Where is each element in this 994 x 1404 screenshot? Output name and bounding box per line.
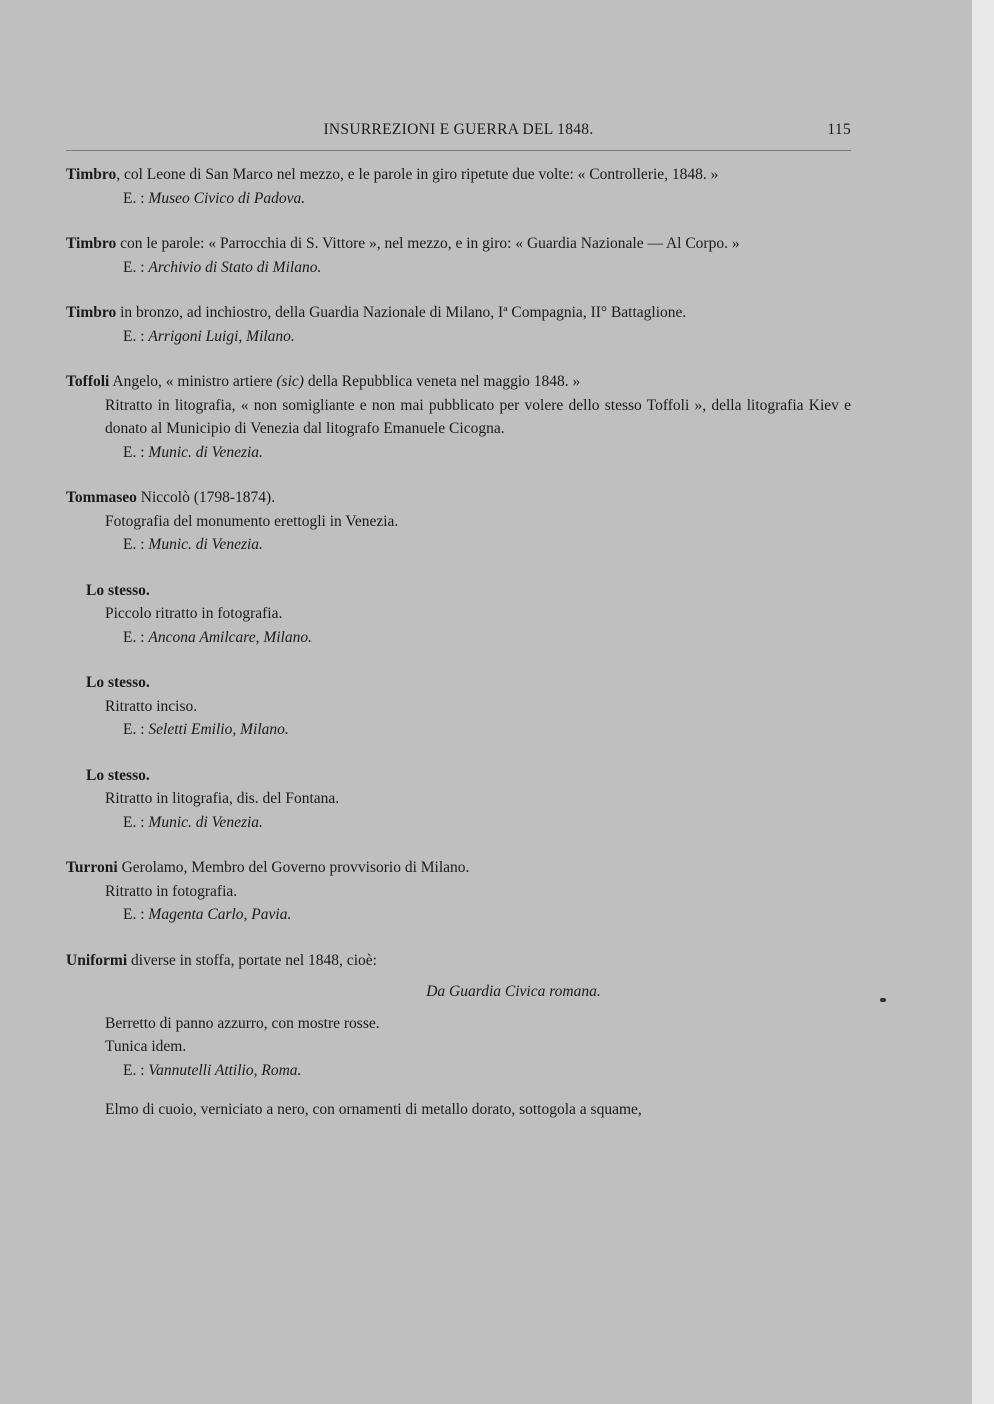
entry-headword: Timbro xyxy=(66,166,117,183)
source-name: Seletti Emilio, Milano. xyxy=(148,721,289,738)
source-label: E. : xyxy=(123,258,145,276)
entry-subheading: Da Guardia Civica romana. xyxy=(426,983,601,1000)
source-name: Arrigoni Luigi, Milano. xyxy=(148,327,295,345)
page-content xyxy=(66,116,851,1144)
entry-headword: Lo stesso. xyxy=(86,674,150,691)
running-title: INSURREZIONI E GUERRA DEL 1848. xyxy=(323,121,594,138)
entry-text: , col Leone di San Marco nel mezzo, e le parole in giro ripetute due volte: « Controllerie, 1848. » xyxy=(116,166,719,183)
entry-source xyxy=(66,533,851,557)
entry-text: Angelo, « ministro artiere xyxy=(109,373,277,390)
source-name: Munic. di Venezia. xyxy=(148,536,263,553)
entry-heading-line xyxy=(66,301,851,325)
entry-heading-line xyxy=(66,764,851,788)
source-label: E. : xyxy=(123,813,145,831)
source-name: Archivio di Stato di Milano. xyxy=(148,258,322,276)
entry-text: in bronzo, ad inchiostro, della Guardia Nazionale di Milano, Iª Compagnia, II° Battaglione. xyxy=(116,304,687,321)
entry-detail: Ritratto inciso. xyxy=(105,697,198,715)
entry-headword: Lo stesso. xyxy=(86,766,150,784)
running-header xyxy=(66,116,851,142)
entry-headword: Turroni xyxy=(66,859,118,876)
source-name: Munic. di Venezia. xyxy=(148,813,263,831)
entry-heading-line xyxy=(66,671,851,695)
catalog-entry xyxy=(66,301,851,348)
catalog-entry xyxy=(66,764,851,835)
entry-detail: Ritratto in litografia, dis. del Fontana. xyxy=(105,790,340,807)
entry-source xyxy=(66,811,851,835)
entry-heading-line xyxy=(66,579,851,603)
entry-source xyxy=(66,626,851,650)
entry-source xyxy=(66,441,851,465)
entry-headword: Timbro xyxy=(66,235,117,252)
entry-heading-line xyxy=(66,949,851,973)
entry-heading-line xyxy=(66,856,851,880)
catalog-entry xyxy=(66,579,851,650)
entry-detail: Ritratto in litografia, « non somigliante e non mai pubblicato per volere dello stesso Toffoli », della litografia Kiev e donato al Municipio di Venezia dal litografo Emanuele Cicogna. xyxy=(105,396,851,437)
catalog-entry xyxy=(66,486,851,557)
catalog-entry xyxy=(66,232,851,279)
entry-headword: Lo stesso. xyxy=(86,581,150,599)
catalog-entry xyxy=(66,949,851,1122)
entry-source xyxy=(66,325,851,349)
source-label: E. : xyxy=(123,327,145,345)
source-label: E. : xyxy=(123,536,145,553)
source-name: Vannutelli Attilio, Roma. xyxy=(148,1061,302,1079)
source-name: Munic. di Venezia. xyxy=(148,443,263,461)
entry-headword: Tommaseo xyxy=(66,489,137,506)
entry-headword: Toffoli xyxy=(66,373,110,390)
entry-detail: Ritratto in fotografia. xyxy=(105,882,238,900)
entry-detail: Piccolo ritratto in fotografia. xyxy=(105,605,283,622)
catalog-entry xyxy=(66,671,851,742)
page-number: 115 xyxy=(827,121,851,138)
entry-headword: Timbro xyxy=(66,304,117,321)
catalog-entry xyxy=(66,163,851,210)
source-name: Museo Civico di Padova. xyxy=(148,189,306,207)
source-label: E. : xyxy=(123,906,145,923)
entry-heading-line xyxy=(66,486,851,510)
source-label: E. : xyxy=(123,628,145,646)
entry-detail: Elmo di cuoio, verniciato a nero, con ornamenti di metallo dorato, sottogola a squame, xyxy=(105,1101,642,1118)
source-label: E. : xyxy=(123,721,145,738)
entry-text: Niccolò (1798-1874). xyxy=(136,489,276,506)
catalog-entry xyxy=(66,370,851,464)
entry-detail: Tunica idem. xyxy=(105,1038,187,1055)
catalog-entry xyxy=(66,856,851,927)
source-name: Ancona Amilcare, Milano. xyxy=(148,628,312,646)
entry-text: della Repubblica veneta nel maggio 1848. » xyxy=(303,373,581,390)
entry-heading-line xyxy=(66,232,851,256)
source-label: E. : xyxy=(123,443,145,461)
page-margin xyxy=(972,0,994,1404)
entry-heading-line xyxy=(66,163,851,187)
entry-heading-line xyxy=(66,370,851,394)
source-name: Magenta Carlo, Pavia. xyxy=(148,906,292,923)
entry-source xyxy=(66,903,851,927)
entry-sic: (sic) xyxy=(276,373,304,390)
entry-text: Gerolamo, Membro del Governo provvisorio di Milano. xyxy=(117,859,470,876)
entry-source xyxy=(66,1059,851,1083)
entry-source xyxy=(66,256,851,280)
entry-detail: Fotografia del monumento erettogli in Venezia. xyxy=(105,512,399,530)
entry-source xyxy=(66,718,851,742)
entry-source xyxy=(66,187,851,211)
ink-speck xyxy=(880,998,886,1002)
source-label: E. : xyxy=(123,1061,145,1079)
header-rule xyxy=(66,150,851,151)
source-label: E. : xyxy=(123,189,145,207)
entry-text: diverse in stoffa, portate nel 1848, cioè: xyxy=(127,951,377,969)
entry-headword: Uniformi xyxy=(66,951,128,969)
entry-detail: Berretto di panno azzurro, con mostre rosse. xyxy=(105,1014,380,1032)
entry-text: con le parole: « Parrocchia di S. Vittore », nel mezzo, e in giro: « Guardia Nazionale — Al Corpo. » xyxy=(116,235,740,252)
